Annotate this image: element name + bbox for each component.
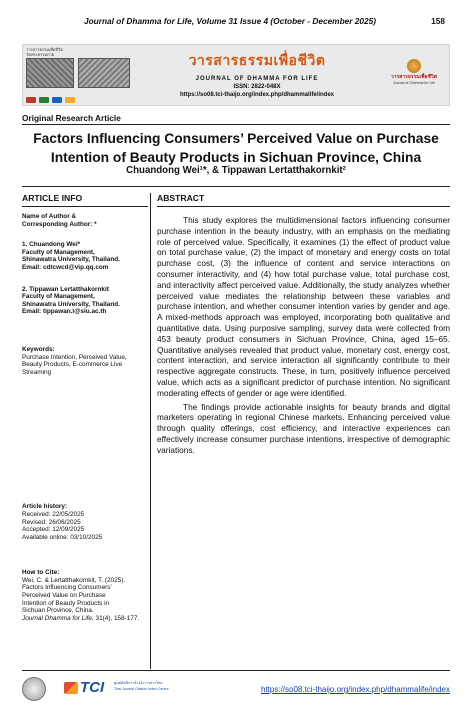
divider bbox=[22, 124, 450, 125]
author2-email[interactable]: Email: tippawan.l@siu.ac.th bbox=[22, 308, 107, 316]
column-divider bbox=[150, 193, 151, 669]
tci-mark-icon bbox=[64, 682, 78, 694]
banner-center bbox=[135, 50, 379, 98]
tci-caption-en: Thai-Journal Citation Index Centre bbox=[114, 687, 169, 691]
abstract-column bbox=[157, 193, 450, 456]
abstract-paragraph-2: The findings provide actionable insights for beauty brands and digital marketers operating in regional Chinese markets. Enhancing perceived value through quality offerings, cost efficiency, and interactive experiences can effectively increase consumer purchase intentions, irrespective of demographic variations. bbox=[157, 401, 450, 455]
journal-banner bbox=[22, 44, 450, 106]
partner-logo-icon bbox=[65, 97, 75, 103]
history-received: Received: 22/05/2025 bbox=[22, 510, 85, 518]
author1-name: 1. Chuandong Wei* bbox=[22, 241, 81, 249]
page-footer bbox=[22, 676, 450, 702]
history-label: Article history: bbox=[22, 503, 68, 511]
name-label-1: Name of Author & bbox=[22, 213, 77, 220]
keywords-line: Beauty Products, E-commerce Live bbox=[22, 361, 123, 369]
title-line-1: Factors Influencing Consumers’ Perceived Value on Purchase bbox=[33, 131, 439, 146]
keywords-line: Streaming bbox=[22, 368, 52, 376]
tci-caption bbox=[114, 680, 169, 692]
partner-logo-icon bbox=[39, 97, 49, 103]
journal-title: JOURNAL OF DHAMMA FOR LIFE bbox=[195, 76, 319, 82]
cite-line: Factors Influencing Consumers’ bbox=[22, 584, 112, 592]
cite-line: Perceived Value on Purchase bbox=[22, 592, 106, 600]
cite-label: How to Cite: bbox=[22, 569, 60, 577]
article-type: Original Research Article bbox=[22, 113, 121, 123]
footer-divider bbox=[22, 670, 450, 671]
tci-caption-thai: ศูนย์ดัชนีการอ้างอิงวารสารไทย bbox=[114, 681, 163, 685]
right-logo-thai: วารสารธรรมเพื่อชีวิต bbox=[390, 74, 438, 80]
banner-left-thai-2: วัดพระธรรมกาย bbox=[26, 52, 55, 57]
tci-logo bbox=[64, 679, 104, 696]
article-info-column bbox=[22, 193, 148, 663]
history-accepted: Accepted: 12/09/2025 bbox=[22, 526, 85, 534]
tci-logo-text: TCI bbox=[80, 679, 105, 696]
cite-line: Sichuan Province, China. bbox=[22, 607, 94, 615]
article-info-heading: ARTICLE INFO bbox=[22, 193, 148, 207]
banner-left-logos bbox=[26, 47, 134, 103]
partner-logo-icon bbox=[26, 97, 36, 103]
divider bbox=[22, 186, 450, 187]
cite-journal-line bbox=[22, 615, 148, 623]
author1-aff-2: Shinawatra University, Thailand. bbox=[22, 256, 120, 264]
keywords-label: Keywords: bbox=[22, 345, 55, 353]
journal-seal-icon bbox=[407, 59, 421, 73]
author1-email[interactable]: Email: cdtcwcd@vip.qq.com bbox=[22, 263, 109, 271]
right-logo-en: Journal of Dhamma for Life bbox=[392, 81, 436, 85]
journal-issn: ISSN: 2822-048X bbox=[233, 84, 281, 90]
cite-journal: Journal Dhamma for Life, bbox=[22, 614, 94, 622]
relief-image-left bbox=[26, 58, 74, 88]
relief-image-right bbox=[78, 58, 130, 88]
author-list: Chuandong Wei¹*, & Tippawan Lertatthakornkit² bbox=[126, 165, 346, 176]
cite-tail: 31(4), 158-177. bbox=[95, 614, 140, 622]
name-label-2: Corresponding Author: * bbox=[22, 220, 97, 228]
abstract-paragraph-1: This study explores the multidimensional factors influencing consumer purchase intention in the beauty industry, with an emphasis on the mediating role of perceived value. Specifically, it examines (1) the effect of product value on total purchase value, (2) the impact of monetary and energy costs on total purchase cost, (3) the influence of content and service interactions on consumer interactivity, and (4) how total purchase value, total purchase cost, and interactivity affect perceived value. Additionally, the study analyzes whether perceived value mediates the relationship between these variables and purchase intention, and whether consumer intention varies by gender and age. A mixed-methods approach was employed, incorporating both qualitative and quantitative data. Using purposive sampling, survey data were collected from 453 beauty product consumers in Sichuan Province, China, aged 15–65. Quantitative analyses revealed that product value, monetary cost, energy cost, content interaction, and service interaction all significantly contribute to their respective aggregate constructs. These, in turn, positively influence perceived value, which acts as a significant predictor of purchase intention. No significant moderating effects of gender or age were identified. bbox=[157, 215, 450, 398]
author2-aff-2: Shinawatra University, Thailand. bbox=[22, 300, 120, 308]
banner-right-logo bbox=[382, 59, 446, 89]
journal-url[interactable]: https://so08.tci-thaijo.org/index.php/dhammalife/index bbox=[179, 92, 335, 98]
abstract-heading: ABSTRACT bbox=[157, 193, 450, 207]
history-available: Available online: 03/10/2025 bbox=[22, 533, 103, 541]
cite-line: Wei, C. & Lertatthakornkit, T. (2025). bbox=[22, 576, 126, 584]
journal-thai-title: วารสารธรรมเพื่อชีวิต bbox=[188, 52, 326, 68]
author2-name: 2. Tippawan Lertatthakornkit bbox=[22, 285, 109, 293]
author2-aff-1: Faculty of Management, bbox=[22, 293, 95, 301]
tci-badge-icon bbox=[22, 677, 46, 701]
author1-aff-1: Faculty of Management, bbox=[22, 248, 95, 256]
partner-logos bbox=[26, 97, 75, 103]
banner-left-thai-1: วารสารธรรมเพื่อชีวิต bbox=[26, 47, 63, 52]
cite-line: Intention of Beauty Products in bbox=[22, 599, 110, 607]
running-head: Journal of Dhamma for Life, Volume 31 Issue 4 (October - December 2025) bbox=[83, 16, 376, 26]
article-title bbox=[22, 129, 450, 167]
partner-logo-icon bbox=[52, 97, 62, 103]
footer-url-link[interactable]: https://so08.tci-thaijo.org/index.php/dhammalife/index bbox=[261, 685, 450, 694]
history-revised: Revised: 26/06/2025 bbox=[22, 518, 81, 526]
title-line-2: Intention of Beauty Products in Sichuan Province, China bbox=[50, 150, 422, 165]
page-number: 158 bbox=[431, 16, 445, 26]
keywords-line: Purchase Intention, Perceived Value, bbox=[22, 353, 127, 361]
